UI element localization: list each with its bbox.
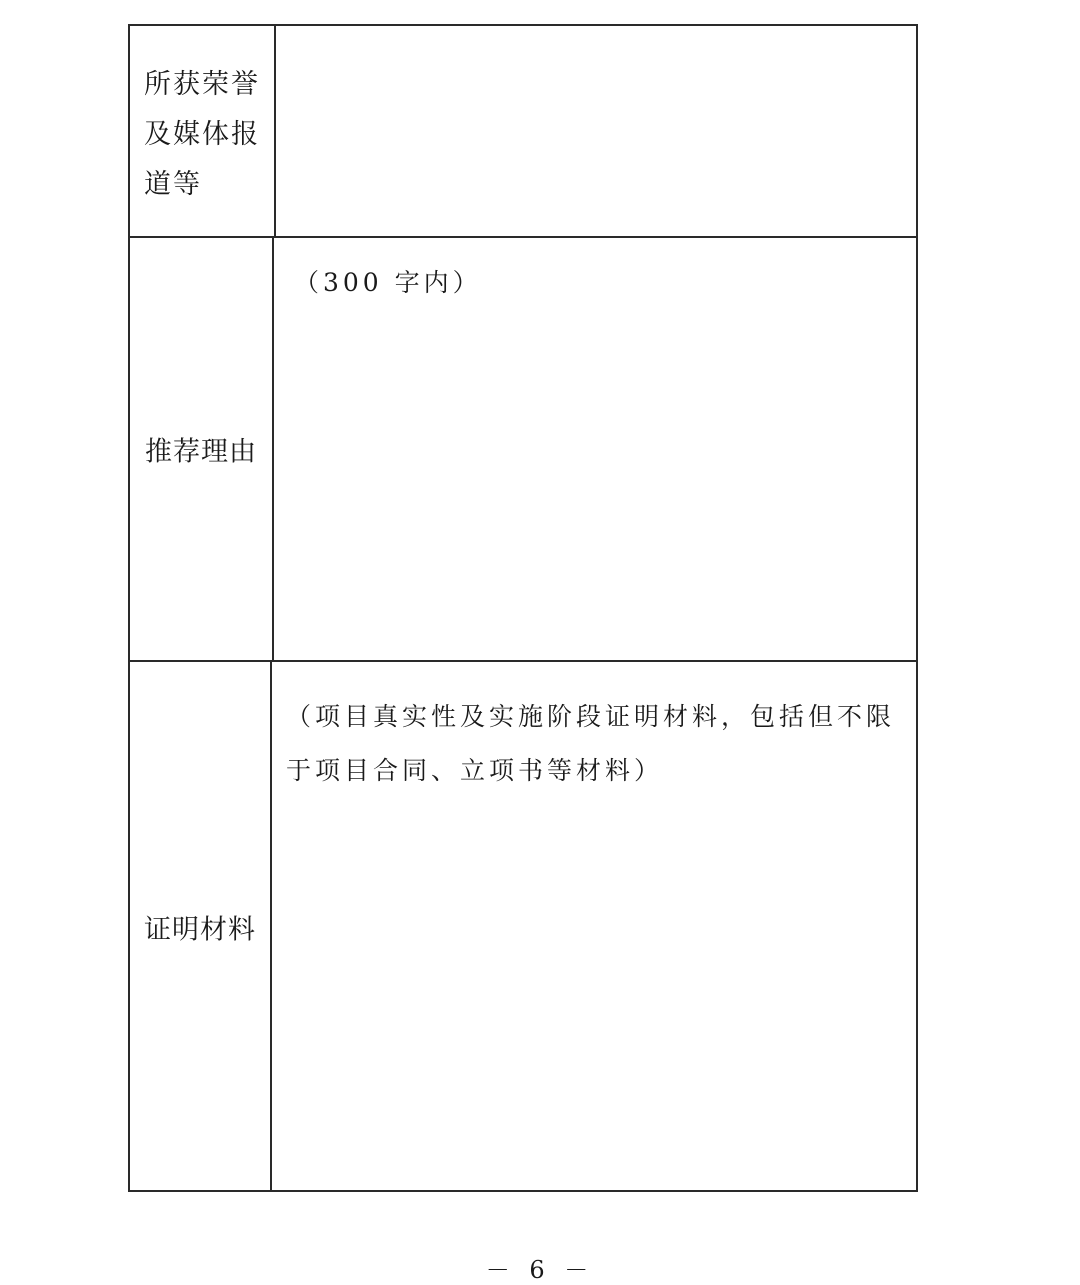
page-number: － 6 －: [485, 1256, 595, 1284]
proof-materials-label: 证明材料: [144, 914, 256, 946]
honors-media-label-cell: [130, 26, 276, 236]
recommendation-reason-content-cell[interactable]: [274, 238, 916, 660]
recommendation-reason-label-cell: [130, 238, 274, 660]
recommendation-reason-note: （300 字内）: [294, 268, 482, 297]
proof-materials-note: （项目真实性及实施阶段证明材料，包括但不限于项目合同、立项书等材料）: [286, 702, 896, 785]
proof-materials-label-cell: [130, 662, 272, 1192]
honors-media-row: [130, 26, 916, 238]
recommendation-reason-label: 推荐理由: [145, 436, 257, 468]
honors-media-content-cell[interactable]: [276, 26, 916, 236]
proof-materials-row: [130, 662, 916, 1192]
honors-media-label: 所获荣誉 及媒体报 道等: [144, 69, 260, 200]
recommendation-reason-row: [130, 238, 916, 662]
proof-materials-content-cell[interactable]: [272, 662, 916, 1192]
form-table: [128, 24, 918, 1192]
